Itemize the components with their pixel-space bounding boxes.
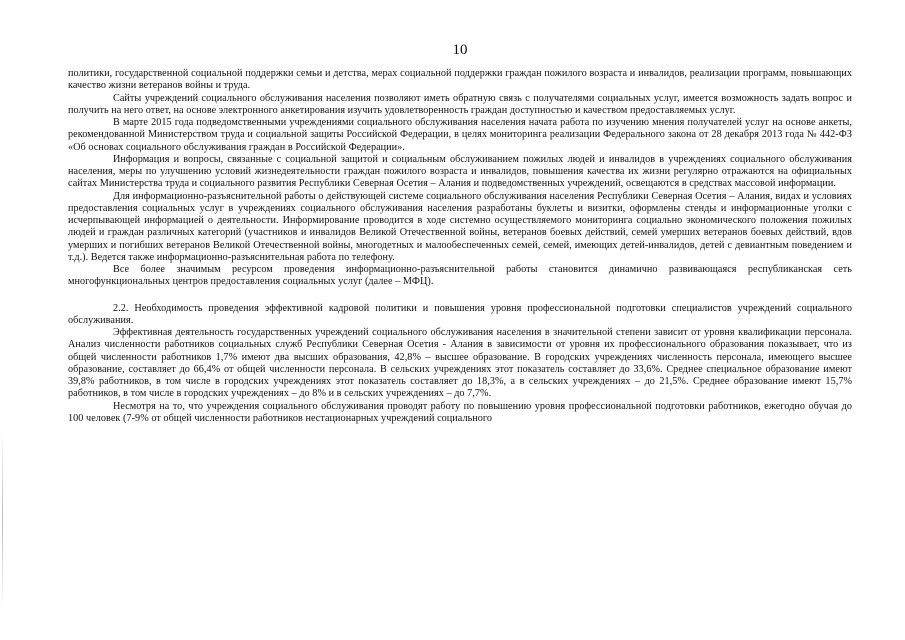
scan-edge-mark: [2, 430, 3, 610]
paragraph-staff-qualification: Эффективная деятельность государственных учреждений социального обслуживания населения в значительной степени зависит от уровня квалификации персонала. Анализ численности работников социальных служб Республики Северная Осетия - Алания в зависимости от уровня их профессионального образования показывает, что из общей численности работников 1,7% имеют два высших образования, 42,8% – высшее образование. В городских учреждениях численность персонала, имеющего высшее образование, составляет до 66,4% от общей численности персонала. В сельских учреждениях этот показатель составляет до 33,6%. Среднее специальное образование имеют 39,8% работников, в том числе в городских учреждениях этот показатель составляет до 18,3%, а в сельских учреждениях – до 21,5%. Среднее образование имеют 15,7% работников, в том числе в городских учреждениях – до 8% и в сельских учреждениях – до 7,7%.: [68, 327, 852, 400]
paragraph-mfc: Все более значимым ресурсом проведения информационно-разъяснительной работы становится динамично развивающаяся республиканская сеть многофункциональных центров предоставления социальных услуг (далее – МФЦ).: [68, 264, 852, 288]
section-spacer: [68, 289, 852, 303]
paragraph-continuation: политики, государственной социальной поддержки семьи и детства, мерах социальной поддержки граждан пожилого возраста и инвалидов, реализации программ, повышающих качество жизни ветеранов войны и труда.: [68, 68, 852, 92]
page-number: 10: [452, 42, 468, 58]
paragraph-websites-feedback: Сайты учреждений социального обслуживания населения позволяют иметь обратную связь с получателями социальных услуг, имеется возможность задать вопрос и получить на него ответ, на основе электронного анкетирования изучить удовлетворенность граждан доступностью и качеством предоставляемых услуг.: [68, 92, 852, 116]
document-page: [68, 40, 852, 425]
paragraph-survey-2015: В марте 2015 года подведомственными учреждениями социального обслуживания населения начата работа по изучению мнения получателей услуг на основе анкеты, рекомендованной Министерством труда и социальной защиты Российской Федерации, в целях мониторинга реализации Федерального закона от 28 декабря 2013 года № 442-ФЗ «Об основах социального обслуживания граждан в Российской Федерации».: [68, 117, 852, 153]
section-heading: 2.2. Необходимость проведения эффективной кадровой политики и повышения уровня профессиональной подготовки специалистов учреждений социального обслуживания.: [68, 302, 852, 326]
paragraph-staff-training: Несмотря на то, что учреждения социального обслуживания проводят работу по повышению уровня профессиональной подготовки работников, ежегодно обучая до 100 человек (7-9% от общей численности работников нестационарных учреждений социального: [68, 400, 852, 424]
paragraph-informational-work: Для информационно-разъяснительной работы о действующей системе социального обслуживания населения Республики Северная Осетия – Алания, видах и условиях предоставления социальных услуг в учреждениях социального обслуживания населения разработаны буклеты и визитки, оформлены стенды и информационные уголки с исчерпывающей информацией о деятельности. Информирование проводится в ходе системно осуществляемого мониторинга социально экономического положения пожилых людей и граждан различных категорий (участников и инвалидов Великой Отечественной войны, ветеранов боевых действий, семей умерших ветеранов боевых действий, вдов умерших и погибших ветеранов Великой Отечественной войны, многодетных и малообеспеченных семей, семей, имеющих детей-инвалидов, детей с девиантным поведением и т.д.). Ведется также информационно-разъяснительная работа по телефону.: [68, 190, 852, 263]
paragraph-information-coverage: Информация и вопросы, связанные с социальной защитой и социальным обслуживанием пожилых людей и инвалидов в учреждениях социального обслуживания населения, меры по улучшению условий жизнедеятельности граждан пожилого возраста и инвалидов, повышения качества их жизни регулярно отражаются на официальных сайтах Министерства труда и социального развития Республики Северная Осетия – Алания и подведомственных учреждений, освещаются в средствах массовой информации.: [68, 153, 852, 190]
